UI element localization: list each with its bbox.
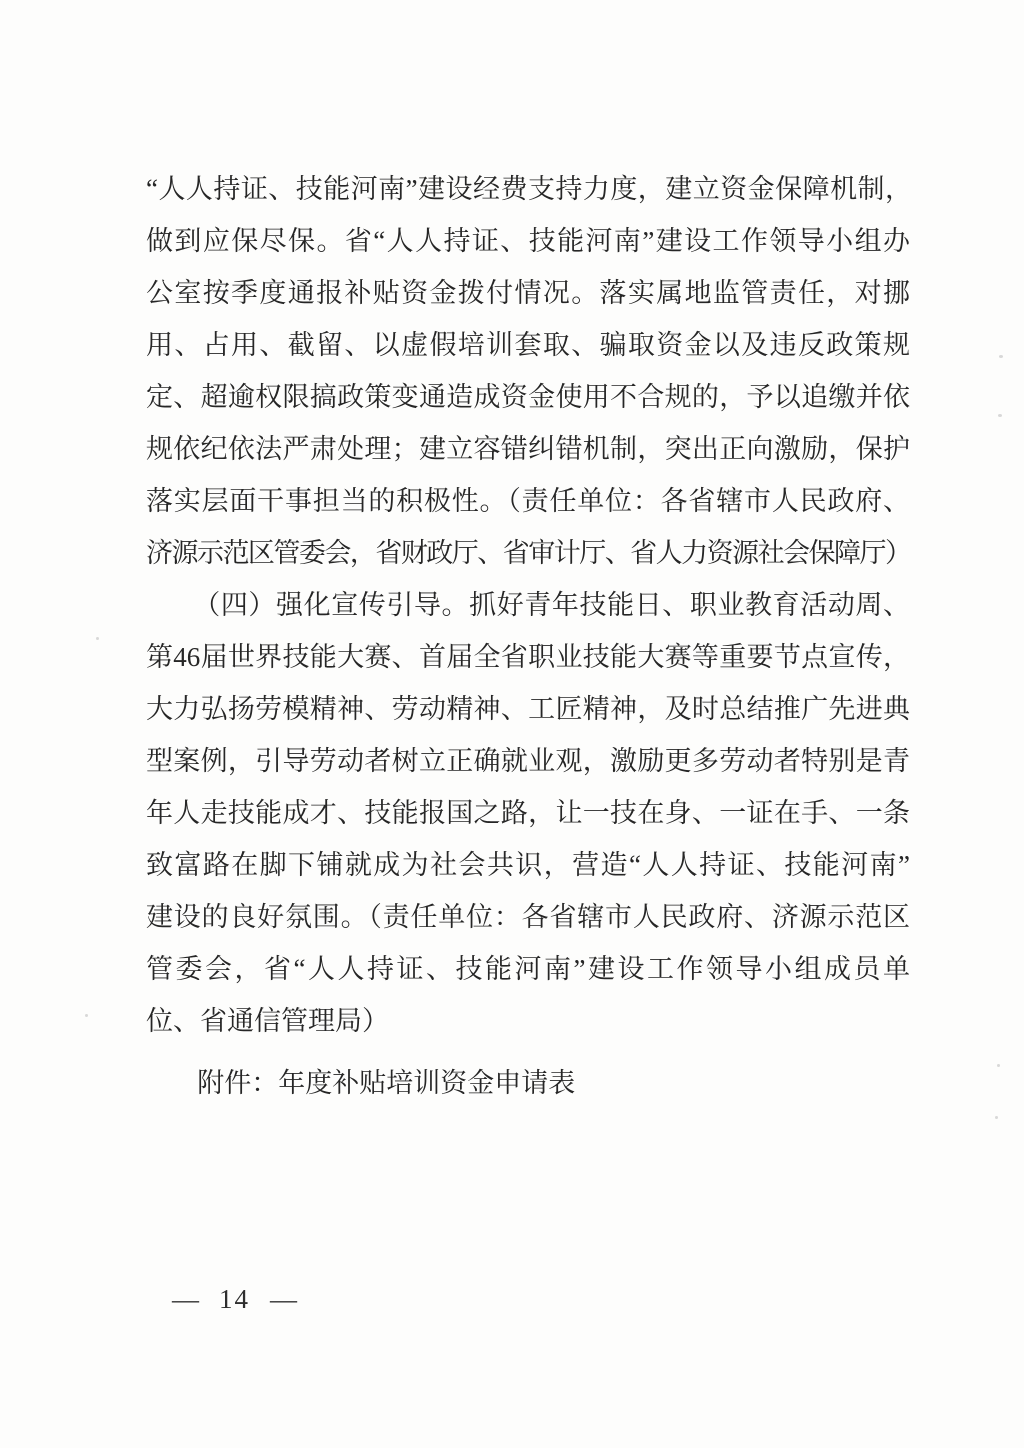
scan-speck: [96, 637, 99, 640]
attachment-line: 附件：年度补贴培训资金申请表: [197, 1068, 576, 1098]
scan-speck: [998, 414, 1002, 417]
scan-speck: [995, 1116, 998, 1119]
scan-speck: [999, 355, 1003, 358]
text-line: 规依纪依法严肃处理；建立容错纠错机制，突出正向激励，保护: [146, 434, 910, 464]
page-number: 14: [219, 1284, 250, 1314]
text-line: 做到应保尽保。省“人人持证、技能河南”建设工作领导小组办: [146, 226, 910, 256]
scan-speck: [997, 1064, 1000, 1067]
text-line-paragraph-start: （四）强化宣传引导。抓好青年技能日、职业教育活动周、: [193, 590, 910, 620]
text-line: 大力弘扬劳模精神、劳动精神、工匠精神，及时总结推广先进典: [146, 694, 910, 724]
text-line: 定、超逾权限搞政策变通造成资金使用不合规的，予以追缴并依: [146, 382, 910, 412]
text-line: 公室按季度通报补贴资金拨付情况。落实属地监管责任，对挪: [146, 278, 910, 308]
text-line: 管委会，省“人人持证、技能河南”建设工作领导小组成员单: [146, 954, 910, 984]
text-line: 用、占用、截留、以虚假培训套取、骗取资金以及违反政策规: [146, 330, 910, 360]
text-line: “人人持证、技能河南”建设经费支持力度，建立资金保障机制，: [146, 174, 910, 204]
text-line: 第46届世界技能大赛、首届全省职业技能大赛等重要节点宣传，: [146, 642, 910, 672]
text-line: 建设的良好氛围。（责任单位：各省辖市人民政府、济源示范区: [146, 902, 910, 932]
footer-right-dash: —: [270, 1284, 297, 1314]
text-line: 致富路在脚下铺就成为社会共识，营造“人人持证、技能河南”: [146, 850, 910, 880]
scan-speck: [85, 1014, 88, 1017]
text-line: 济源示范区管委会，省财政厅、省审计厅、省人力资源社会保障厅）: [146, 538, 910, 568]
body-text: [146, 163, 910, 1109]
text-line: 年人走技能成才、技能报国之路，让一技在身、一证在手、一条: [146, 798, 910, 828]
page-number-footer: [168, 1281, 301, 1317]
text-line: 型案例，引导劳动者树立正确就业观，激励更多劳动者特别是青: [146, 746, 910, 776]
text-line-paragraph-end: 位、省通信管理局）: [146, 1006, 389, 1036]
footer-left-dash: —: [172, 1284, 199, 1314]
text-line: 落实层面干事担当的积极性。（责任单位：各省辖市人民政府、: [146, 486, 910, 516]
